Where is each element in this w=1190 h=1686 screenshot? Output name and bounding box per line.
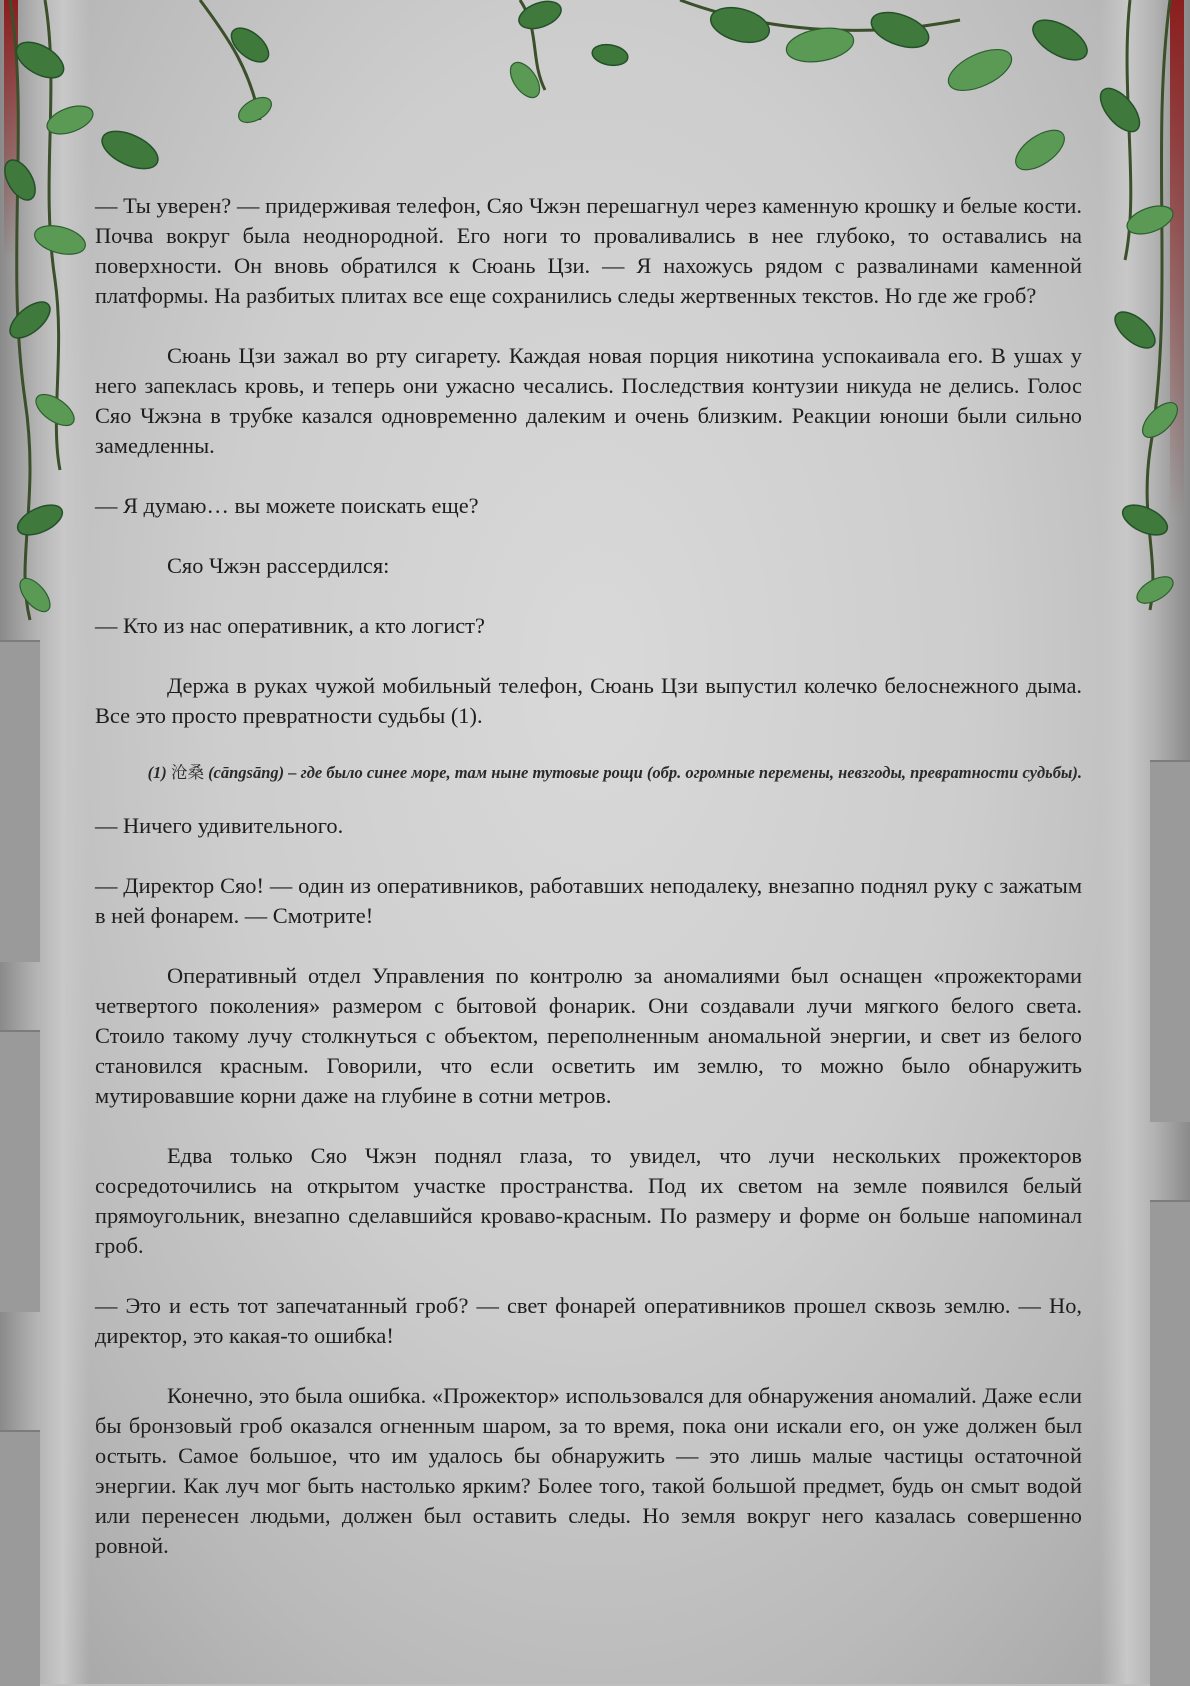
paragraph: Сюань Цзи зажал во рту сигарету. Каждая новая порция никотина успокаивала его. В ушах у него запеклась кровь, и теперь они ужасно чесались. Последствия контузии никуда не делись. Голос Сяо Чжэна в трубке казался одновременно далеким и очень близким. Реакции юноши были сильно замедленны. [95, 343, 1082, 458]
paragraph: — Я думаю… вы можете поискать еще? [95, 493, 479, 518]
footnote [95, 761, 1082, 785]
paragraph: — Ты уверен? — придерживая телефон, Сяо Чжэн перешагнул через каменную крошку и белые кости. Почва вокруг была неоднородной. Его ноги то проваливались в нее глубоко, то оставались на поверхности. Он вновь обратился к Сюань Цзи. — Я нахожусь рядом с развалинами каменной платформы. На разбитых плитах все еще сохранились следы жертвенных текстов. Но где же гроб? [95, 193, 1082, 308]
footnote-marker: (1) [147, 763, 171, 782]
paragraph: — Это и есть тот запечатанный гроб? — свет фонарей оперативников прошел сквозь землю. — Но, директор, это какая-то ошибка! [95, 1293, 1082, 1348]
story-text [95, 191, 1082, 1591]
paragraph: Едва только Сяо Чжэн поднял глаза, то увидел, что лучи нескольких прожекторов сосредоточились на открытом участке пространства. Под их светом на земле появился белый прямоугольник, внезапно сделавшийся кроваво-красным. По размеру и форме он больше напоминал гроб. [95, 1143, 1082, 1258]
paragraph: — Директор Сяо! — один из оперативников, работавших неподалеку, внезапно поднял руку с зажатым в ней фонарем. — Смотрите! [95, 873, 1082, 928]
footnote-text: (cāngsāng) – где было синее море, там ныне тутовые рощи (обр. огромные перемены, невзгоды, превратности судьбы). [203, 763, 1082, 782]
footnote-hanzi: 沧桑 [170, 763, 204, 782]
paragraph: Оперативный отдел Управления по контролю за аномалиями был оснащен «прожекторами четвертого поколения» размером с бытовой фонарик. Они создавали лучи мягкого белого света. Стоило такому лучу столкнуться с объектом, переполненным аномальной энергии, и свет из белого становился красным. Говорили, что если осветить им землю, то можно было обнаружить мутировавшие корни даже на глубине в сотни метров. [95, 963, 1082, 1108]
red-drip-right [1170, 0, 1184, 520]
paragraph: — Ничего удивительного. [95, 813, 344, 838]
paragraph: — Кто из нас оперативник, а кто логист? [95, 613, 485, 638]
red-drip-left [4, 0, 18, 260]
paragraph: Сяо Чжэн рассердился: [167, 553, 390, 578]
paragraph: Конечно, это была ошибка. «Прожектор» использовался для обнаружения аномалий. Даже если бы бронзовый гроб оказался огненным шаром, за то время, пока они искали его, он уже должен был остыть. Самое большое, что им удалось бы обнаружить — это лишь малые частицы остаточной энергии. Как луч мог быть настолько ярким? Более того, такой большой предмет, будь он смыт водой или перенесен людьми, должен был оставить следы. Но земля вокруг него казалась совершенно ровной. [95, 1383, 1082, 1558]
paragraph: Держа в руках чужой мобильный телефон, Сюань Цзи выпустил колечко белоснежного дыма. Все это просто превратности судьбы (1). [95, 673, 1082, 728]
